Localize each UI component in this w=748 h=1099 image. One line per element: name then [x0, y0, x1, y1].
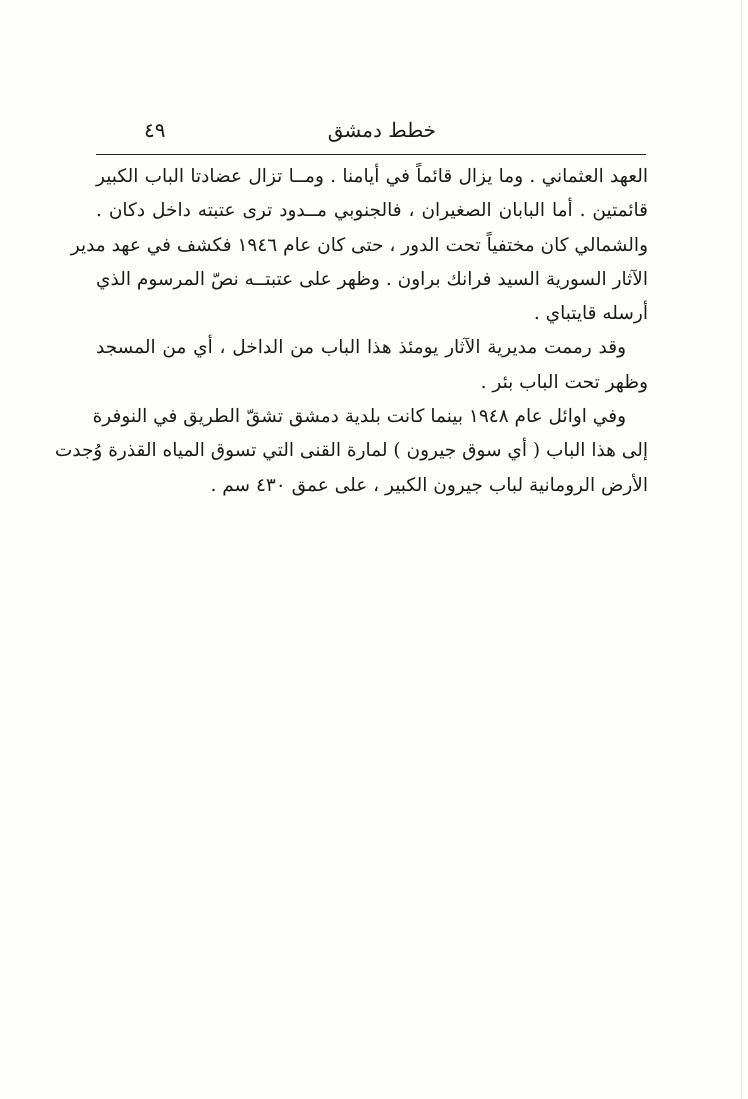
text-line: وظهر تحت الباب بئر . — [480, 371, 648, 393]
text-line: والشمالي كان مختفياً تحت الدور ، حتى كان عام ١٩٤٦ فكشف في عهد مدير — [70, 234, 648, 256]
text-line: الأرض الرومانية لباب جيرون الكبير ، على عمق ٤٣٠ سم . — [210, 474, 648, 496]
text-line: وقد رممت مديرية الآثار يومئذ هذا الباب من الداخل ، أي من المسجد — [96, 337, 626, 359]
text-line: أرسله قايتباي . — [533, 303, 648, 325]
running-header — [96, 112, 646, 152]
text-line: الآثار السورية السيد فرانك براون . وظهر على عتبتــه نصّ المرسوم الذي — [96, 268, 648, 290]
text-line: إلى هذا الباب ( أي سوق جيرون ) لمارة القنى التي تسوق المياه القذرة وُجدت — [54, 440, 648, 462]
paragraph-2 — [96, 331, 648, 400]
paragraph-3 — [54, 400, 648, 503]
page-number: ٤٩ — [144, 118, 166, 142]
header-divider — [96, 154, 646, 155]
text-line: العهد العثماني . وما يزال قائماً في أيامنا . ومــا تزال عضادتا الباب الكبير — [96, 166, 648, 187]
paragraph-1 — [70, 160, 648, 331]
page-title: خطط دمشق — [327, 118, 436, 142]
text-line: وفي اوائل عام ١٩٤٨ بينما كانت بلدية دمشق تشقّ الطريق في النوفرة — [92, 406, 626, 428]
text-line: قائمتين . أما البابان الصغيران ، فالجنوبي مــدود ترى عتبته داخل دكان . — [96, 200, 648, 222]
body-text — [54, 160, 648, 503]
page-edge — [741, 0, 742, 1099]
